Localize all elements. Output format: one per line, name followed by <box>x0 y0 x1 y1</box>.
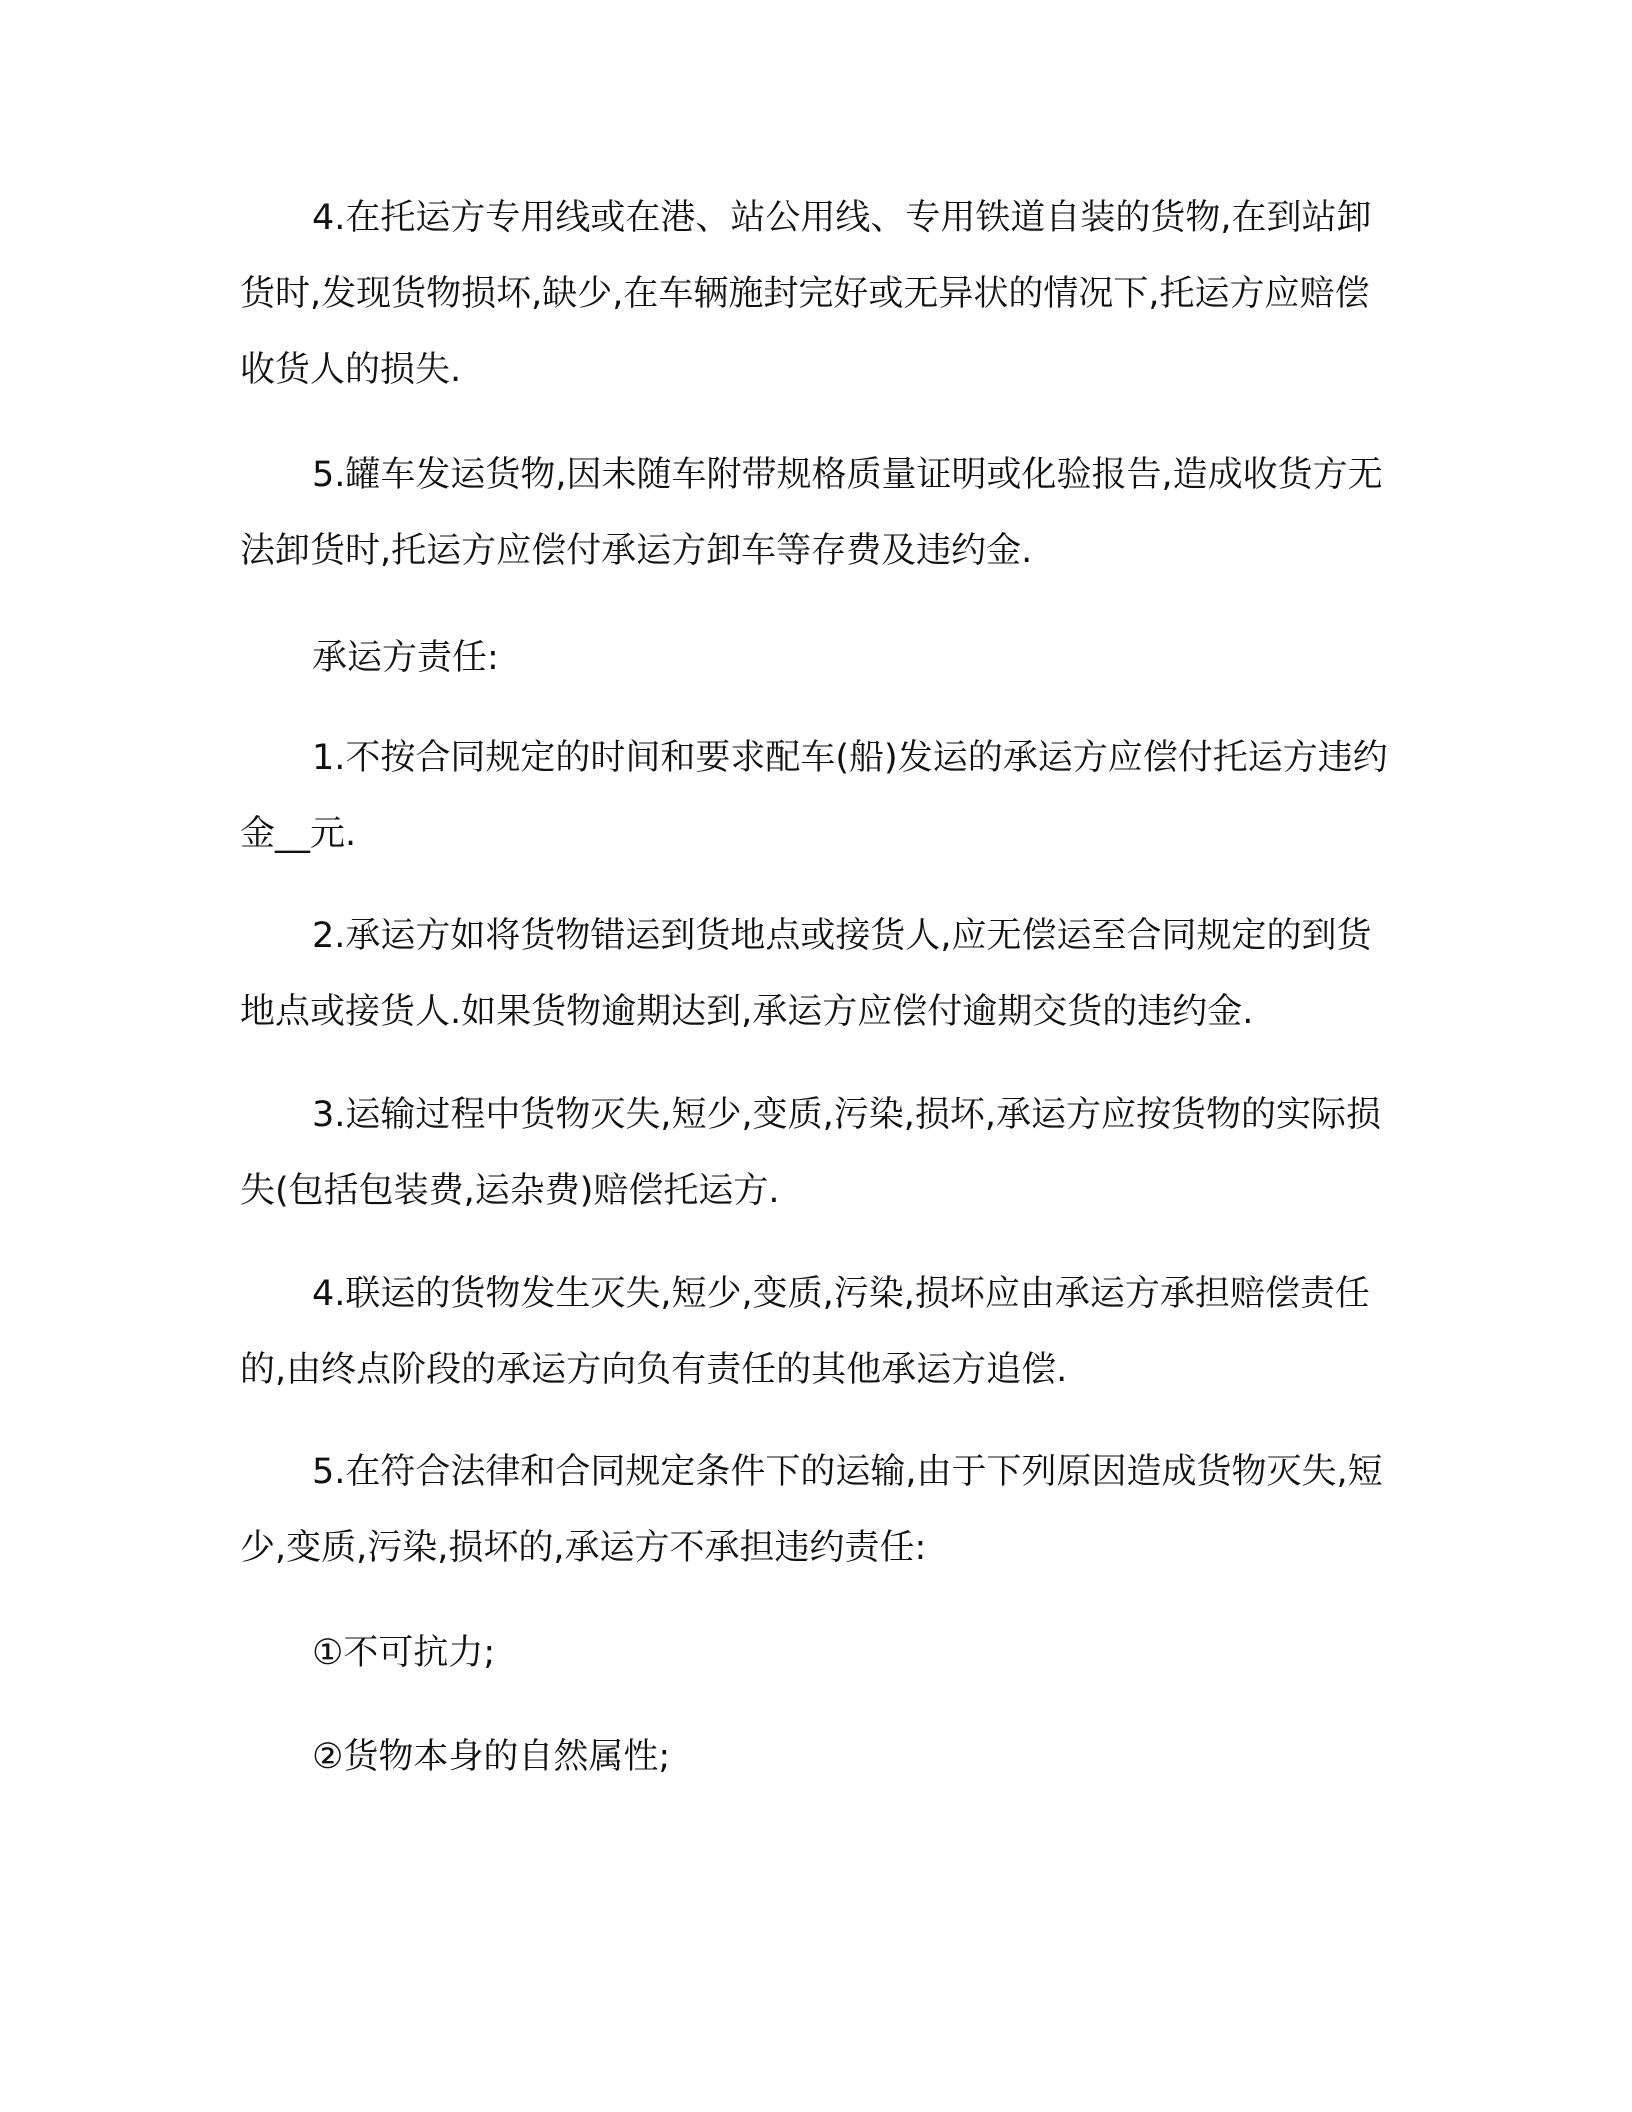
paragraph-carrier-item-1: 1.不按合同规定的时间和要求配车(船)发运的承运方应偿付托运方违约金__元. <box>240 738 1388 854</box>
paragraph-carrier-item-5: 5.在符合法律和合同规定条件下的运输,由于下列原因造成货物灭失,短少,变质,污染,损坏的,承运方不承担违约责任: <box>240 1452 1383 1568</box>
paragraph-carrier-item-4: 4.联运的货物发生灭失,短少,变质,污染,损坏应由承运方承担赔偿责任的,由终点阶段的承运方向负有责任的其他承运方追偿. <box>240 1274 1370 1390</box>
paragraph-shipper-self-loading: 4.在托运方专用线或在港、站公用线、专用铁道自装的货物,在到站卸货时,发现货物损坏,缺少,在车辆施封完好或无异状的情况下,托运方应赔偿收货人的损失. <box>240 198 1372 390</box>
list-item-force-majeure: ①不可抗力; <box>312 1633 496 1673</box>
paragraph-tank-car-shipment: 5.罐车发运货物,因未随车附带规格质量证明或化验报告,造成收货方无法卸货时,托运方应偿付承运方卸车等存费及违约金. <box>240 455 1383 571</box>
paragraph-carrier-item-2: 2.承运方如将货物错运到货地点或接货人,应无偿运至合同规定的到货地点或接货人.如果货物逾期达到,承运方应偿付逾期交货的违约金. <box>240 916 1372 1032</box>
section-heading-carrier-responsibility: 承运方责任: <box>312 638 499 678</box>
list-item-natural-property: ②货物本身的自然属性; <box>312 1737 671 1777</box>
paragraph-carrier-item-3: 3.运输过程中货物灭失,短少,变质,污染,损坏,承运方应按货物的实际损失(包括包装费,运杂费)赔偿托运方. <box>240 1095 1382 1211</box>
